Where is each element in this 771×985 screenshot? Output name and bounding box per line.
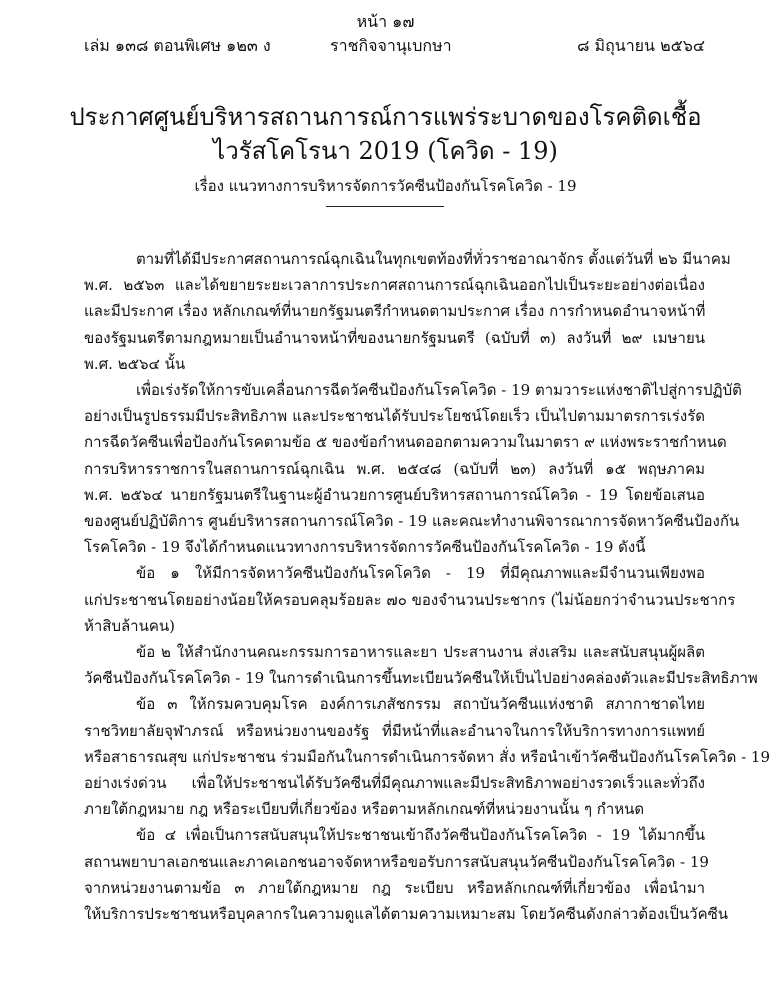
text-line: ราชวิทยาลัยจุฬาภรณ์ หรือหน่วยงานของรัฐ ที่มีหน้าที่และอำนาจในการให้บริการทางการแพทย์ <box>84 721 705 740</box>
announcement-title <box>0 100 771 168</box>
paragraph <box>84 246 731 377</box>
document-body <box>84 246 771 927</box>
text-line: ของศูนย์ปฏิบัติการ ศูนย์บริหารสถานการณ์โควิด - 19 และคณะทำงานพิจารณาการจัดหาวัคซีนป้องกัน <box>84 512 740 531</box>
text-line: ของรัฐมนตรีตามกฎหมายเป็นอำนาจหน้าที่ของนายกรัฐมนตรี (ฉบับที่ ๓) ลงวันที่ ๒๙ เมษายน <box>84 328 705 347</box>
title-divider <box>326 206 444 207</box>
paragraph <box>84 560 736 639</box>
text-line: การบริหารราชการในสถานการณ์ฉุกเฉิน พ.ศ. ๒๕๔๘ (ฉบับที่ ๒๓) ลงวันที่ ๑๕ พฤษภาคม <box>84 459 705 478</box>
gazette-date: ๘ มิถุนายน ๒๕๖๔ <box>577 36 705 55</box>
text-line: ตามที่ได้มีประกาศสถานการณ์ฉุกเฉินในทุกเขตท้องที่ทั่วราชอาณาจักร ตั้งแต่วันที่ ๒๖ มีนาคม <box>136 250 731 268</box>
text-line: ข้อ ๒ ให้สำนักงานคณะกรรมการอาหารและยา ประสานงาน ส่งเสริม และสนับสนุนผู้ผลิต <box>136 643 705 662</box>
text-line: หรือสาธารณสุข แก่ประชาชน ร่วมมือกันในการดำเนินการจัดหา สั่ง หรือนำเข้าวัคซีนป้องกันโรคโควิด - 19 <box>84 747 771 766</box>
text-line: พ.ศ. ๒๕๖๓ และได้ขยายระยะเวลาการประกาศสถานการณ์ฉุกเฉินออกไปเป็นระยะอย่างต่อเนื่อง <box>84 276 705 295</box>
text-line: วัคซีนป้องกันโรคโควิด - 19 ในการดำเนินการขึ้นทะเบียนวัคซีนให้เป็นไปอย่างคล่องตัวและมีประสิทธิภาพ <box>84 669 758 688</box>
text-line: ห้าสิบล้านคน) <box>84 616 175 635</box>
gazette-volume: เล่ม ๑๓๘ ตอนพิเศษ ๑๒๓ ง <box>84 36 271 55</box>
text-line: โรคโควิด - 19 จึงได้กำหนดแนวทางการบริหารจัดการวัคซีนป้องกันโรคโควิด - 19 ดังนี้ <box>84 538 646 557</box>
page-number: หน้า ๑๗ <box>356 12 415 31</box>
paragraph <box>84 691 771 822</box>
text-line: ให้บริการประชาชนหรือบุคลากรในความดูแลได้ตามความเหมาะสม โดยวัคซีนดังกล่าวต้องเป็นวัคซีน <box>84 905 729 924</box>
text-line: ข้อ ๔ เพื่อเป็นการสนับสนุนให้ประชาชนเข้าถึงวัคซีนป้องกันโรคโควิด - 19 ได้มากขึ้น <box>136 826 705 845</box>
text-line: เพื่อเร่งรัดให้การขับเคลื่อนการฉีดวัคซีนป้องกันโรคโควิด - 19 ตามวาระแห่งชาติไปสู่การปฏิบัติ <box>136 381 742 400</box>
gazette-name: ราชกิจจานุเบกษา <box>330 36 452 55</box>
gazette-header <box>84 34 705 56</box>
text-line: จากหน่วยงานตามข้อ ๓ ภายใต้กฎหมาย กฎ ระเบียบ หรือหลักเกณฑ์ที่เกี่ยวข้อง เพื่อนำมา <box>84 878 705 897</box>
text-line: พ.ศ. ๒๕๖๔ นั้น <box>84 354 186 373</box>
paragraph <box>84 639 758 691</box>
text-line: ข้อ ๑ ให้มีการจัดหาวัคซีนป้องกันโรคโควิด - 19 ที่มีคุณภาพและมีจำนวนเพียงพอ <box>136 564 705 583</box>
text-line: อย่างเร่งด่วน เพื่อให้ประชาชนได้รับวัคซีนที่มีคุณภาพและมีประสิทธิภาพอย่างรวดเร็วและทั่วถึง <box>84 774 705 793</box>
text-line: และมีประกาศ เรื่อง หลักเกณฑ์ที่นายกรัฐมนตรีกำหนดตามประกาศ เรื่อง การกำหนดอำนาจหน้าที่ <box>84 302 706 321</box>
title-line-1: ประกาศศูนย์บริหารสถานการณ์การแพร่ระบาดของโรคติดเชื้อ <box>69 103 702 131</box>
title-line-2: ไวรัสโคโรนา 2019 (โควิด - 19) <box>213 137 558 165</box>
announcement-subject: เรื่อง แนวทางการบริหารจัดการวัคซีนป้องกันโรคโควิด - 19 <box>194 177 577 195</box>
text-line: ภายใต้กฎหมาย กฎ หรือระเบียบที่เกี่ยวข้อง หรือตามหลักเกณฑ์ที่หน่วยงานนั้น ๆ กำหนด <box>84 800 645 819</box>
paragraph <box>84 377 742 560</box>
text-line: การฉีดวัคซีนเพื่อป้องกันโรคตามข้อ ๕ ของข้อกำหนดออกตามความในมาตรา ๙ แห่งพระราชกำหนด <box>84 433 727 452</box>
text-line: อย่างเป็นรูปธรรมมีประสิทธิภาพ และประชาชนได้รับประโยชน์โดยเร็ว เป็นไปตามมาตรการเร่งรัด <box>84 407 705 426</box>
text-line: แก่ประชาชนโดยอย่างน้อยให้ครอบคลุมร้อยละ ๗๐ ของจำนวนประชากร (ไม่น้อยกว่าจำนวนประชากร <box>84 590 736 609</box>
text-line: สถานพยาบาลเอกชนและภาคเอกชนอาจจัดหาหรือขอรับการสนับสนุนวัคซีนป้องกันโรคโควิด - 19 <box>84 852 709 871</box>
text-line: พ.ศ. ๒๕๖๔ นายกรัฐมนตรีในฐานะผู้อำนวยการศูนย์บริหารสถานการณ์โควิด - 19 โดยข้อเสนอ <box>84 485 705 504</box>
paragraph <box>84 822 729 927</box>
text-line: ข้อ ๓ ให้กรมควบคุมโรค องค์การเภสัชกรรม สถาบันวัคซีนแห่งชาติ สภากาชาดไทย <box>136 695 705 714</box>
